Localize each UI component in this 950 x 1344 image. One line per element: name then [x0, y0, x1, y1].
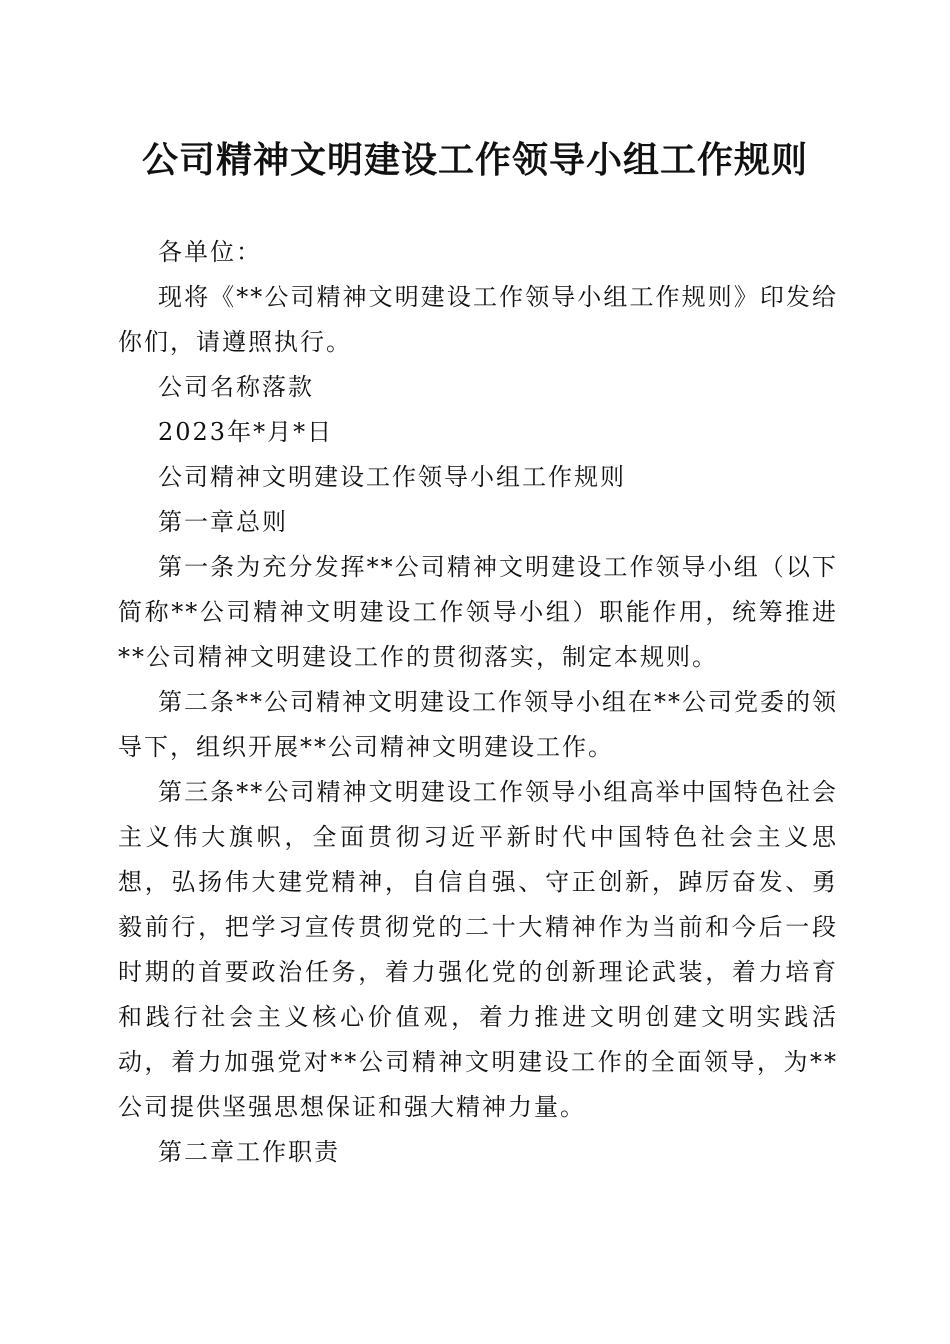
article-1: 第一条为充分发挥**公司精神文明建设工作领导小组（以下简称**公司精神文明建设工作领导小组）职能作用，统筹推进**公司精神文明建设工作的贯彻落实，制定本规则。 [118, 553, 838, 671]
document-title: 公司精神文明建设工作领导小组工作规则 [141, 139, 808, 181]
document-body [118, 230, 838, 1175]
article-2: 第二条**公司精神文明建设工作领导小组在**公司党委的领导下，组织开展**公司精神文明建设工作。 [118, 688, 838, 761]
paragraph-notice: 现将《**公司精神文明建设工作领导小组工作规则》印发给你们，请遵照执行。 [118, 283, 838, 356]
chapter-heading-2: 第二章工作职责 [158, 1138, 340, 1166]
article-3: 第三条**公司精神文明建设工作领导小组高举中国特色社会主义伟大旗帜，全面贯彻习近平新时代中国特色社会主义思想，弘扬伟大建党精神，自信自强、守正创新，踔厉奋发、勇毅前行，把学习宣传贯彻党的二十大精神作为当前和今后一段时期的首要政治任务，着力强化党的创新理论武装，着力培育和践行社会主义核心价值观，着力推进文明创建文明实践活动，着力加强党对**公司精神文明建设工作的全面领导，为**公司提供坚强思想保证和强大精神力量。 [118, 778, 838, 1121]
paragraph-signature: 公司名称落款 [158, 373, 314, 401]
paragraph-date: 2023年*月*日 [158, 418, 334, 446]
paragraph-addressee: 各单位： [158, 238, 262, 266]
paragraph-rules-title: 公司精神文明建设工作领导小组工作规则 [158, 463, 626, 491]
chapter-heading-1: 第一章总则 [158, 508, 288, 536]
